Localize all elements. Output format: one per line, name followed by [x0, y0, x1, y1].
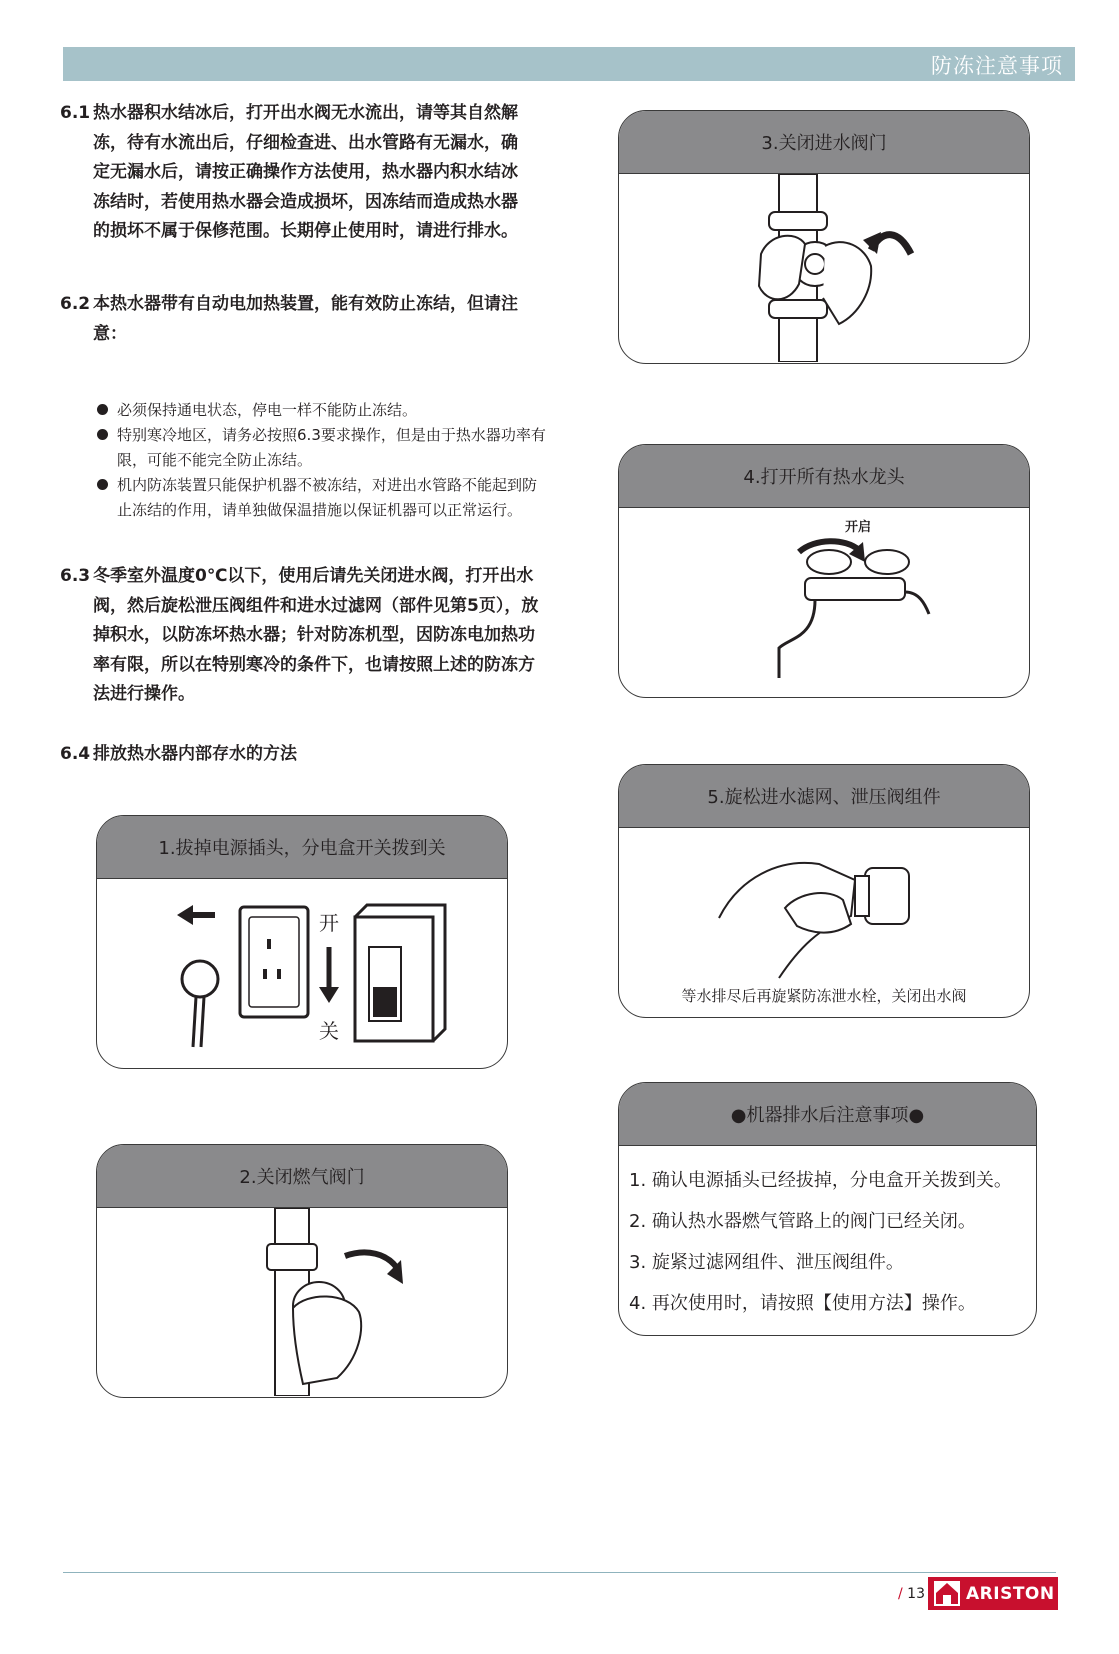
step-1-title: 1.拔掉电源插头，分电盒开关拨到关	[97, 816, 507, 879]
section-text: 排放热水器内部存水的方法	[93, 744, 297, 764]
faucet-illustration	[619, 508, 1029, 696]
section-6-1	[60, 99, 530, 247]
list-item: 2. 确认热水器燃气管路上的阀门已经关闭。	[629, 1211, 976, 1232]
water-valve-illustration	[619, 174, 1029, 362]
list-item: 3. 旋紧过滤网组件、泄压阀组件。	[629, 1252, 904, 1273]
step-4-card	[618, 444, 1030, 698]
step-2-card	[96, 1144, 508, 1398]
notes-title: ●机器排水后注意事项●	[619, 1083, 1036, 1146]
step-5-card	[618, 764, 1030, 1018]
bullet-icon	[97, 404, 108, 415]
section-number: 6.4	[60, 744, 91, 764]
list-item: 4. 再次使用时，请按照【使用方法】操作。	[629, 1293, 976, 1314]
bullet-list	[95, 398, 550, 523]
brand-name: ARISTON	[966, 1584, 1055, 1604]
step-4-title: 4.打开所有热水龙头	[619, 445, 1029, 508]
page-number: / 13	[898, 1586, 925, 1602]
list-item: 机内防冻装置只能保护机器不被冻结，对进出水管路不能起到防止冻结的作用，请单独做保温措施以保证机器可以正常运行。	[95, 473, 550, 523]
page-title: 防冻注意事项	[931, 54, 1063, 78]
step-1-card	[96, 815, 508, 1069]
section-number: 6.3	[60, 566, 91, 586]
bullet-icon	[97, 479, 108, 490]
switch-on-label: 开	[319, 911, 339, 935]
footer-divider	[63, 1572, 1056, 1573]
section-number: 6.2	[60, 294, 91, 314]
section-6-3	[60, 562, 540, 710]
notes-card	[618, 1082, 1037, 1336]
list-item: 特别寒冷地区，请务必按照6.3要求操作，但是由于热水器功率有限，可能不能完全防止冻结。	[95, 423, 550, 473]
notes-list	[619, 1146, 1036, 1324]
section-number: 6.1	[60, 103, 91, 123]
bullet-icon	[97, 429, 108, 440]
section-text: 热水器积水结冰后，打开出水阀无水流出，请等其自然解冻，待有水流出后，仔细检查进、出水管路有无漏水，确定无漏水后，请按正确操作方法使用，热水器内积水结冰冻结时，若使用热水器会造成损坏，因冻结而造成热水器的损坏不属于保修范围。长期停止使用时，请进行排水。	[93, 103, 518, 241]
unplug-illustration	[97, 879, 507, 1067]
step-3-card	[618, 110, 1030, 364]
gas-valve-illustration	[97, 1208, 507, 1396]
step-2-title: 2.关闭燃气阀门	[97, 1145, 507, 1208]
switch-off-label: 关	[319, 1019, 339, 1043]
step-5-title: 5.旋松进水滤网、泄压阀组件	[619, 765, 1029, 828]
step-3-title: 3.关闭进水阀门	[619, 111, 1029, 174]
list-item: 必须保持通电状态，停电一样不能防止冻结。	[95, 398, 550, 423]
list-item: 1. 确认电源插头已经拔掉，分电盒开关拨到关。	[629, 1170, 1012, 1191]
step-5-caption: 等水排尽后再旋紧防冻泄水栓，关闭出水阀	[681, 987, 967, 1005]
section-text: 本热水器带有自动电加热装置，能有效防止冻结，但请注意：	[93, 294, 518, 344]
section-6-4	[60, 740, 540, 770]
header-bar	[63, 47, 1075, 81]
section-text: 冬季室外温度0℃以下，使用后请先关闭进水阀，打开出水阀，然后旋松泄压阀组件和进水过滤网（部件见第5页），放掉积水，以防冻坏热水器；针对防冻机型，因防冻电加热功率有限，所以在特别寒冷的条件下，也请按照上述的防冻方法进行操作。	[93, 566, 539, 704]
section-6-2	[60, 290, 530, 349]
house-icon	[934, 1581, 960, 1606]
ariston-logo	[928, 1577, 1058, 1610]
open-label: 开启	[845, 520, 872, 535]
slash-icon: /	[898, 1586, 908, 1602]
